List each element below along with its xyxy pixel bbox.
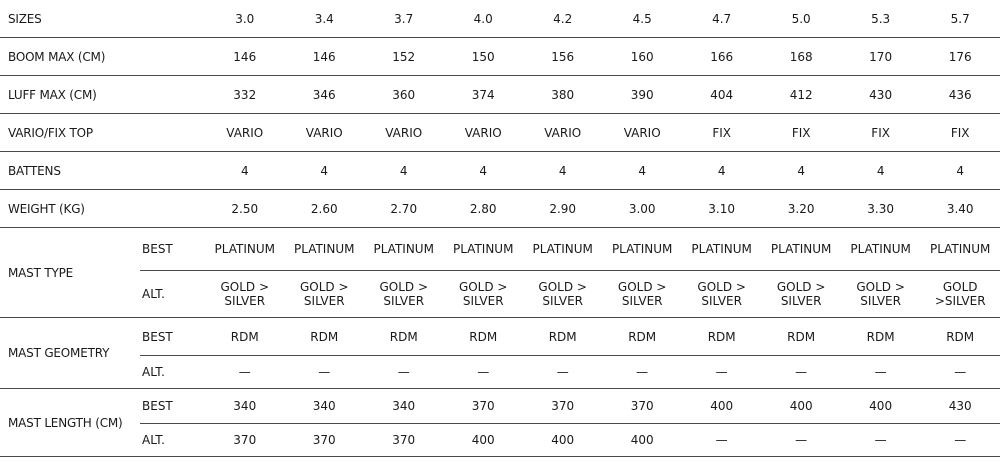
- mast-geometry-best-value: [443, 318, 522, 356]
- mast-type-alt-value-text: GOLD > SILVER: [617, 280, 667, 308]
- mast-geometry-alt-value-text: —: [318, 365, 331, 379]
- mast-length-best-value: [443, 389, 522, 424]
- boom-max-value: 160: [602, 38, 681, 76]
- sizes-value: 3.0: [205, 0, 284, 38]
- sizes-value: 4.5: [602, 0, 681, 38]
- mast-length-alt-value: [443, 424, 522, 457]
- mast-type-alt-value: [285, 271, 364, 318]
- luff-max-value: 412: [761, 76, 840, 114]
- mast-type-alt-sublabel: ALT.: [140, 271, 205, 318]
- mast-type-alt-value: [205, 271, 284, 318]
- battens-value: 4: [285, 152, 364, 190]
- row-mast-length-best: [0, 389, 1000, 424]
- boom-max-value: 166: [682, 38, 761, 76]
- mast-length-alt-value: [920, 424, 1000, 457]
- mast-geometry-alt-value-text: —: [238, 365, 251, 379]
- mast-type-best-value: [761, 228, 840, 271]
- boom-max-value: 150: [443, 38, 522, 76]
- mast-geometry-alt-value: [523, 356, 602, 389]
- luff-max-value: 332: [205, 76, 284, 114]
- weight-value: 3.10: [682, 190, 761, 228]
- mast-type-best-value-text: PLATINUM: [214, 242, 275, 256]
- mast-geometry-best-value-text: RDM: [866, 329, 895, 344]
- weight-value: 2.60: [285, 190, 364, 228]
- weight-value: 2.80: [443, 190, 522, 228]
- mast-length-alt-value-text: 400: [471, 433, 495, 447]
- mast-length-best-value-text: 430: [948, 399, 972, 413]
- mast-type-best-value-text: PLATINUM: [294, 242, 355, 256]
- sizes-value: 5.0: [761, 0, 840, 38]
- mast-length-best-value: [761, 389, 840, 424]
- mast-geometry-alt-value-text: —: [954, 365, 967, 379]
- mast-geometry-alt-value-text: —: [715, 365, 728, 379]
- mast-geometry-label: MAST GEOMETRY: [0, 318, 140, 389]
- row-mast-geometry-alt: [0, 356, 1000, 389]
- battens-label: BATTENS: [0, 152, 205, 190]
- luff-max-value: 374: [443, 76, 522, 114]
- mast-type-best-value: [285, 228, 364, 271]
- sizes-value: 4.7: [682, 0, 761, 38]
- mast-geometry-best-value-text: RDM: [628, 329, 657, 344]
- mast-length-best-value-text: 340: [233, 399, 257, 413]
- mast-geometry-alt-value-text: —: [556, 365, 569, 379]
- mast-length-alt-value-text: —: [954, 433, 967, 447]
- mast-type-alt-value: [761, 271, 840, 318]
- mast-type-alt-value-text: GOLD > SILVER: [856, 280, 905, 308]
- boom-max-label: BOOM MAX (CM): [0, 38, 205, 76]
- mast-length-alt-value-text: —: [715, 433, 728, 447]
- mast-length-best-value: [602, 389, 681, 424]
- mast-geometry-best-value-text: RDM: [389, 329, 418, 344]
- mast-type-best-value-text: PLATINUM: [850, 242, 911, 256]
- mast-type-best-value-text: PLATINUM: [611, 242, 673, 256]
- luff-max-value: 404: [682, 76, 761, 114]
- mast-length-alt-value: [285, 424, 364, 457]
- mast-geometry-alt-value: [682, 356, 761, 389]
- mast-length-alt-value: [841, 424, 920, 457]
- weight-value: 3.00: [602, 190, 681, 228]
- vario-fix-value: VARIO: [523, 114, 602, 152]
- mast-geometry-best-value-text: RDM: [946, 329, 975, 344]
- mast-geometry-alt-value-text: —: [874, 365, 887, 379]
- mast-length-best-value-text: 370: [630, 399, 654, 413]
- boom-max-value: 156: [523, 38, 602, 76]
- mast-type-alt-value: [443, 271, 522, 318]
- mast-geometry-alt-sublabel: ALT.: [140, 356, 205, 389]
- mast-length-alt-value-text: 370: [392, 433, 416, 447]
- luff-max-value: 346: [285, 76, 364, 114]
- mast-type-best-sublabel: BEST: [140, 228, 205, 271]
- vario-fix-value: VARIO: [443, 114, 522, 152]
- mast-length-best-value-text: 400: [710, 399, 734, 413]
- mast-length-alt-value-text: 370: [233, 433, 257, 447]
- mast-type-alt-value-text: GOLD > SILVER: [538, 280, 587, 308]
- mast-geometry-best-value: [841, 318, 920, 356]
- luff-max-value: 390: [602, 76, 681, 114]
- mast-geometry-alt-value-text: —: [795, 365, 808, 379]
- mast-length-alt-value: [523, 424, 602, 457]
- mast-length-alt-value: [205, 424, 284, 457]
- mast-type-alt-value: [364, 271, 443, 318]
- mast-geometry-best-value: [682, 318, 761, 356]
- mast-length-best-value: [841, 389, 920, 424]
- mast-geometry-best-value-text: RDM: [469, 329, 498, 344]
- mast-length-alt-value-text: 400: [551, 433, 575, 447]
- mast-geometry-best-sublabel: BEST: [140, 318, 205, 356]
- mast-type-best-value-text: PLATINUM: [373, 242, 434, 256]
- vario-fix-value: FIX: [841, 114, 920, 152]
- mast-geometry-alt-value: [364, 356, 443, 389]
- mast-length-best-value: [920, 389, 1000, 424]
- row-mast-geometry-best: [0, 318, 1000, 356]
- sizes-value: 4.0: [443, 0, 522, 38]
- mast-type-alt-value: [682, 271, 761, 318]
- mast-geometry-best-value-text: RDM: [548, 329, 577, 344]
- mast-type-alt-value: [841, 271, 920, 318]
- weight-value: 3.40: [920, 190, 1000, 228]
- vario-fix-value: VARIO: [285, 114, 364, 152]
- battens-value: 4: [205, 152, 284, 190]
- luff-max-value: 360: [364, 76, 443, 114]
- battens-value: 4: [523, 152, 602, 190]
- mast-length-best-value-text: 370: [471, 399, 495, 413]
- mast-length-best-value-text: 340: [392, 399, 416, 413]
- mast-geometry-best-value: [364, 318, 443, 356]
- mast-type-alt-value-text: GOLD > SILVER: [220, 280, 270, 308]
- mast-geometry-best-value: [920, 318, 1000, 356]
- mast-length-best-value-text: 340: [312, 399, 336, 413]
- mast-type-best-value-text: PLATINUM: [691, 242, 752, 256]
- boom-max-value: 170: [841, 38, 920, 76]
- mast-geometry-best-value-text: RDM: [310, 329, 339, 344]
- boom-max-value: 168: [761, 38, 840, 76]
- mast-geometry-alt-value-text: —: [477, 365, 490, 379]
- mast-type-best-value: [682, 228, 761, 271]
- mast-length-best-value: [682, 389, 761, 424]
- sizes-value: 3.7: [364, 0, 443, 38]
- mast-type-alt-value: [602, 271, 681, 318]
- row-mast-length-alt: [0, 424, 1000, 457]
- mast-geometry-alt-value: [205, 356, 284, 389]
- mast-length-label: MAST LENGTH (CM): [0, 389, 140, 457]
- mast-length-best-value-text: 370: [551, 399, 575, 413]
- sizes-value: 5.3: [841, 0, 920, 38]
- mast-type-best-value: [841, 228, 920, 271]
- vario-fix-value: VARIO: [364, 114, 443, 152]
- battens-value: 4: [761, 152, 840, 190]
- battens-value: 4: [841, 152, 920, 190]
- mast-geometry-alt-value: [443, 356, 522, 389]
- battens-value: 4: [364, 152, 443, 190]
- mast-type-best-value: [523, 228, 602, 271]
- mast-length-best-value: [523, 389, 602, 424]
- mast-type-alt-value-text: GOLD > SILVER: [299, 280, 349, 308]
- mast-type-best-value: [364, 228, 443, 271]
- row-battens: [0, 152, 1000, 190]
- mast-geometry-best-value: [205, 318, 284, 356]
- mast-length-best-value-text: 400: [789, 399, 813, 413]
- boom-max-value: 146: [285, 38, 364, 76]
- sizes-value: 5.7: [920, 0, 1000, 38]
- mast-length-best-value: [364, 389, 443, 424]
- mast-length-alt-value-text: 400: [630, 433, 654, 447]
- vario-fix-value: FIX: [920, 114, 1000, 152]
- luff-max-value: 430: [841, 76, 920, 114]
- mast-length-alt-value: [602, 424, 681, 457]
- mast-geometry-alt-value-text: —: [636, 365, 649, 379]
- vario-fix-value: VARIO: [602, 114, 681, 152]
- vario-fix-value: FIX: [682, 114, 761, 152]
- row-luff-max: [0, 76, 1000, 114]
- mast-length-best-sublabel: BEST: [140, 389, 205, 424]
- luff-max-value: 380: [523, 76, 602, 114]
- mast-type-alt-value-text: GOLD > SILVER: [379, 280, 428, 308]
- mast-geometry-alt-value-text: —: [397, 365, 410, 379]
- luff-max-label: LUFF MAX (CM): [0, 76, 205, 114]
- mast-type-best-value-text: PLATINUM: [532, 242, 593, 256]
- mast-type-best-value: [205, 228, 284, 271]
- battens-value: 4: [920, 152, 1000, 190]
- mast-length-alt-value-text: —: [874, 433, 887, 447]
- mast-type-alt-value-text: GOLD > SILVER: [776, 280, 826, 308]
- mast-geometry-alt-value: [761, 356, 840, 389]
- vario-fix-value: FIX: [761, 114, 840, 152]
- mast-length-alt-value-text: —: [795, 433, 808, 447]
- mast-geometry-alt-value: [841, 356, 920, 389]
- weight-label: WEIGHT (KG): [0, 190, 205, 228]
- mast-type-label: MAST TYPE: [0, 228, 140, 318]
- mast-geometry-best-value: [523, 318, 602, 356]
- row-weight: [0, 190, 1000, 228]
- mast-type-best-value-text: PLATINUM: [452, 242, 514, 256]
- mast-geometry-best-value-text: RDM: [787, 329, 816, 344]
- mast-geometry-best-value: [285, 318, 364, 356]
- row-mast-type-best: [0, 228, 1000, 271]
- mast-length-alt-sublabel: ALT.: [140, 424, 205, 457]
- mast-geometry-best-value: [602, 318, 681, 356]
- mast-geometry-best-value-text: RDM: [707, 329, 736, 344]
- mast-type-best-value: [443, 228, 522, 271]
- weight-value: 2.90: [523, 190, 602, 228]
- mast-geometry-alt-value: [285, 356, 364, 389]
- mast-type-best-value: [602, 228, 681, 271]
- battens-value: 4: [443, 152, 522, 190]
- mast-type-alt-value-text: GOLD > SILVER: [458, 280, 508, 308]
- mast-length-best-value-text: 400: [869, 399, 893, 413]
- vario-fix-label: VARIO/FIX TOP: [0, 114, 205, 152]
- mast-length-alt-value: [761, 424, 840, 457]
- battens-value: 4: [602, 152, 681, 190]
- vario-fix-value: VARIO: [205, 114, 284, 152]
- mast-type-alt-value: [920, 271, 1000, 318]
- weight-value: 2.50: [205, 190, 284, 228]
- mast-geometry-alt-value: [602, 356, 681, 389]
- mast-type-best-value: [920, 228, 1000, 271]
- row-mast-type-alt: [0, 271, 1000, 318]
- mast-type-alt-value-text: GOLD > SILVER: [697, 280, 746, 308]
- battens-value: 4: [682, 152, 761, 190]
- mast-geometry-best-value: [761, 318, 840, 356]
- mast-length-best-value: [205, 389, 284, 424]
- weight-value: 2.70: [364, 190, 443, 228]
- row-boom-max: [0, 38, 1000, 76]
- sizes-label: SIZES: [0, 0, 205, 38]
- mast-length-alt-value: [682, 424, 761, 457]
- weight-value: 3.30: [841, 190, 920, 228]
- mast-type-alt-value-text: GOLD >SILVER: [934, 280, 986, 308]
- mast-geometry-best-value-text: RDM: [230, 329, 259, 344]
- weight-value: 3.20: [761, 190, 840, 228]
- mast-geometry-alt-value: [920, 356, 1000, 389]
- mast-length-alt-value: [364, 424, 443, 457]
- boom-max-value: 152: [364, 38, 443, 76]
- mast-length-alt-value-text: 370: [312, 433, 336, 447]
- luff-max-value: 436: [920, 76, 1000, 114]
- row-sizes: [0, 0, 1000, 38]
- sizes-value: 4.2: [523, 0, 602, 38]
- mast-type-best-value-text: PLATINUM: [929, 242, 991, 256]
- mast-type-alt-value: [523, 271, 602, 318]
- row-vario-fix-top: [0, 114, 1000, 152]
- mast-type-best-value-text: PLATINUM: [770, 242, 832, 256]
- boom-max-value: 146: [205, 38, 284, 76]
- boom-max-value: 176: [920, 38, 1000, 76]
- mast-length-best-value: [285, 389, 364, 424]
- sizes-value: 3.4: [285, 0, 364, 38]
